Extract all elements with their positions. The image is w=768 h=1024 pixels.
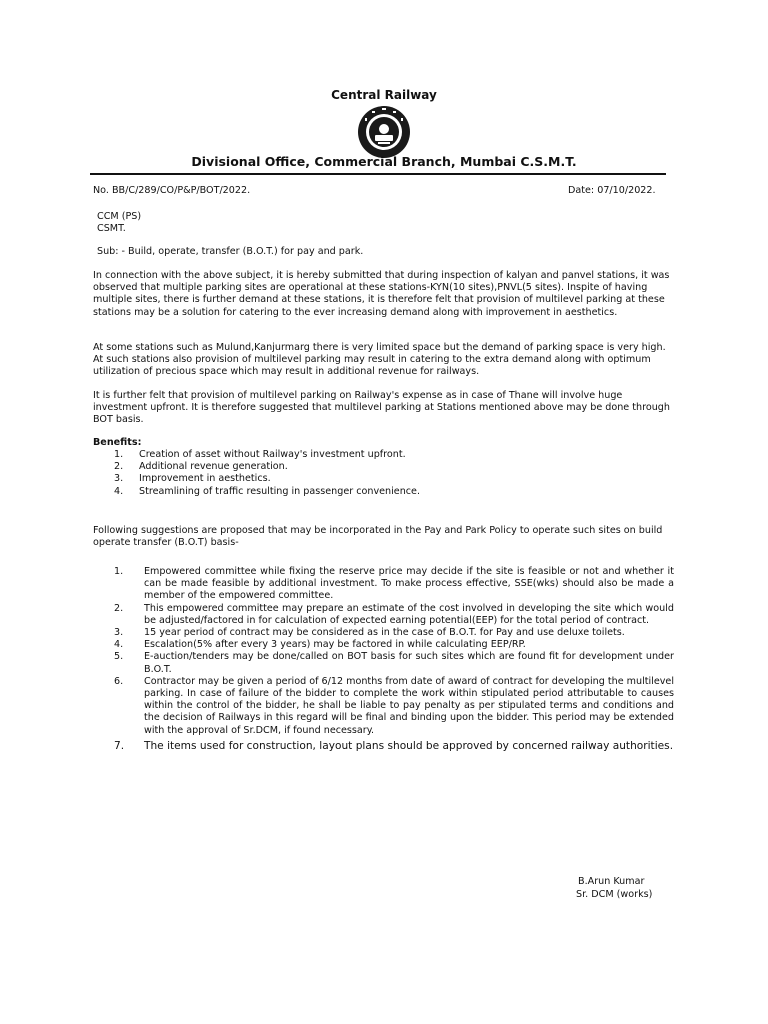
signatory-name: B.Arun Kumar — [578, 876, 645, 887]
list-item — [114, 461, 420, 473]
suggestions-intro: Following suggestions are proposed that may be incorporated in the Pay and Park Policy to operate such sites on build operate transfer (B.O.T) basis- — [93, 525, 663, 549]
list-number: 7. — [114, 739, 125, 752]
organization-title: Central Railway — [331, 88, 437, 102]
list-text: E-auction/tenders may be done/called on BOT basis for such sites which are found fit for development under B.O.T. — [144, 651, 674, 675]
list-text: This empowered committee may prepare an estimate of the cost involved in developing the site which would be adjusted/factored in for calculation of expected earning potential(EEP) for the total period of contract. — [144, 602, 674, 626]
signatory-designation: Sr. DCM (works) — [576, 889, 653, 900]
list-text: Contractor may be given a period of 6/12 months from date of award of contract for developing the multilevel parking. In case of failure of the bidder to complete the work within stipulated period attributable to causes within the control of the bidder, he shall be liable to pay penalty as per stipulated terms and conditions and the decision of Railways in this regard will be final and binding upon the bidder. This period may be extended with the approval of Sr.DCM, if found necessary. — [144, 675, 674, 736]
list-item — [114, 449, 420, 461]
list-number: 1. — [114, 566, 124, 577]
paragraph: At some stations such as Mulund,Kanjurmarg there is very limited space but the demand of parking space is very high. At such stations also provision of multilevel parking may result in catering to the extra demand along with optimum utilization of precious space which may result in additional revenue for railways. — [93, 342, 666, 378]
list-item — [114, 603, 674, 627]
paragraph: It is further felt that provision of multilevel parking on Railway's expense as in case of Thane will involve huge investment upfront. It is therefore suggested that multilevel parking at Stations mentioned above may be done through BOT basis. — [93, 390, 670, 426]
benefits-heading: Benefits: — [93, 437, 142, 448]
list-item — [114, 639, 674, 651]
list-item — [114, 676, 674, 737]
paragraph: In connection with the above subject, it is hereby submitted that during inspection of kalyan and panvel stations, it was observed that multiple parking sites are operational at these stations-KYN(10 sites),PNVL(5 sites). Inspite of having multiple sites, there is further demand at these stations, it is therefore felt that provision of multilevel parking at these stations may be a solution for catering to the ever increasing demand along with improvement in aesthetics. — [93, 270, 670, 318]
letter-date: Date: 07/10/2022. — [568, 185, 656, 196]
list-number: 1. — [114, 449, 124, 460]
indian-railways-emblem-icon — [356, 104, 412, 160]
subject-line: Sub: - Build, operate, transfer (B.O.T.) for pay and park. — [97, 246, 364, 257]
list-text: Escalation(5% after every 3 years) may be factored in while calculating EEP/RP. — [144, 639, 526, 651]
list-text: The items used for construction, layout plans should be approved by concerned railway authorities. — [144, 739, 674, 752]
list-number: 3. — [114, 473, 124, 485]
addressee-line: CSMT. — [97, 223, 126, 235]
list-number: 2. — [114, 461, 124, 473]
list-item — [114, 651, 674, 675]
list-item — [114, 566, 674, 603]
reference-number: No. BB/C/289/CO/P&P/BOT/2022. — [93, 185, 251, 196]
list-text: 15 year period of contract may be considered as in the case of B.O.T. for Pay and use deluxe toilets. — [144, 627, 625, 639]
header-divider — [90, 173, 666, 175]
list-number: 6. — [114, 675, 124, 687]
signature-block — [578, 875, 652, 901]
list-text: Improvement in aesthetics. — [139, 473, 271, 485]
list-item — [114, 739, 674, 755]
office-title: Divisional Office, Commercial Branch, Mumbai C.S.M.T. — [191, 154, 577, 169]
list-item — [114, 473, 420, 485]
list-number: 4. — [114, 639, 124, 651]
list-text: Additional revenue generation. — [139, 461, 288, 473]
list-item — [114, 486, 420, 498]
list-text: Creation of asset without Railway's investment upfront. — [139, 449, 406, 460]
suggestions-list — [114, 566, 674, 754]
addressee-line: CCM (PS) — [97, 211, 142, 222]
list-text: Streamlining of traffic resulting in passenger convenience. — [139, 485, 421, 497]
list-number: 3. — [114, 627, 124, 639]
list-item — [114, 627, 674, 639]
list-text: Empowered committee while fixing the reserve price may decide if the site is feasible or not and whether it can be made feasible by additional investment. To make process effective, SSE(wks) should also be made a member of the empowered committee. — [144, 566, 674, 602]
list-number: 5. — [114, 651, 124, 663]
benefits-list — [114, 449, 420, 498]
list-number: 4. — [114, 485, 124, 497]
addressee — [97, 211, 141, 235]
list-number: 2. — [114, 602, 124, 614]
